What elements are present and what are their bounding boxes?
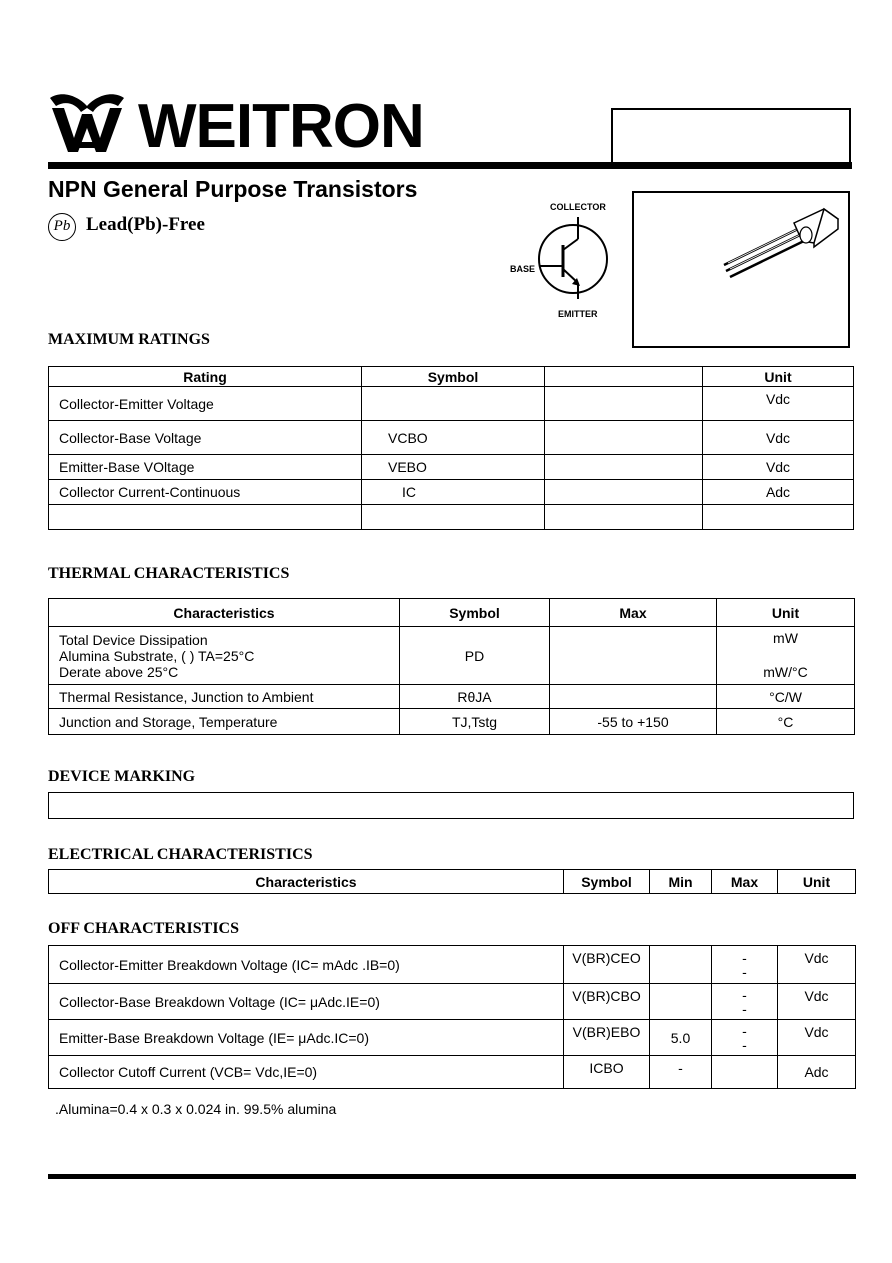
base-label: BASE bbox=[510, 264, 536, 274]
section-maximum-ratings: MAXIMUM RATINGS bbox=[48, 331, 210, 348]
max-ratings-table bbox=[48, 366, 854, 530]
off-characteristics-table bbox=[48, 945, 856, 1089]
document-title: NPN General Purpose Transistors bbox=[48, 176, 418, 202]
to92-package-icon bbox=[634, 193, 848, 346]
electrical-header-table bbox=[48, 869, 856, 894]
thermal-resistance-label: Thermal Resistance, Junction to Ambient bbox=[49, 685, 400, 709]
table-row bbox=[49, 421, 854, 455]
unit-cell: °C/W bbox=[717, 685, 855, 709]
max-cell: - - bbox=[712, 946, 778, 984]
alumina-footnote: .Alumina=0.4 x 0.3 x 0.024 in. 99.5% alumina bbox=[55, 1101, 337, 1117]
characteristic-cell: Emitter-Base Breakdown Voltage (IE= μAdc.IC=0) bbox=[49, 1020, 564, 1056]
brand-name: WEITRON bbox=[138, 92, 424, 161]
header-min: Min bbox=[650, 870, 712, 894]
symbol-cell: VCBO bbox=[362, 421, 545, 455]
symbol-cell: VEBO bbox=[362, 455, 545, 480]
symbol-cell: PD bbox=[400, 627, 550, 685]
header-symbol: Symbol bbox=[362, 367, 545, 387]
header-max: Max bbox=[712, 870, 778, 894]
footer-divider bbox=[48, 1174, 856, 1179]
header-value bbox=[545, 367, 703, 387]
header-unit: Unit bbox=[717, 599, 855, 627]
header-divider bbox=[48, 162, 852, 169]
unit-mw-per-c: mW/°C bbox=[763, 664, 808, 680]
symbol-cell: IC bbox=[362, 480, 545, 505]
min-cell bbox=[650, 946, 712, 984]
max-cell: - - bbox=[712, 1020, 778, 1056]
section-device-marking: DEVICE MARKING bbox=[48, 768, 196, 785]
package-image-box bbox=[632, 191, 850, 348]
rating-cell bbox=[49, 505, 362, 530]
value-cell bbox=[545, 505, 703, 530]
max-cell bbox=[550, 685, 717, 709]
header-symbol: Symbol bbox=[400, 599, 550, 627]
rating-cell: Collector-Base Voltage bbox=[49, 421, 362, 455]
rating-cell: Collector Current-Continuous bbox=[49, 480, 362, 505]
table-header-row bbox=[49, 599, 855, 627]
table-row bbox=[49, 627, 855, 685]
header-max: Max bbox=[550, 599, 717, 627]
symbol-cell: V(BR)CEO bbox=[564, 946, 650, 984]
rating-cell: Emitter-Base VOltage bbox=[49, 455, 362, 480]
table-row bbox=[49, 709, 855, 735]
value-cell bbox=[545, 387, 703, 421]
table-row bbox=[49, 455, 854, 480]
npn-transistor-schematic-icon bbox=[500, 195, 630, 325]
table-row bbox=[49, 1056, 856, 1089]
thermal-table bbox=[48, 598, 855, 735]
unit-cell bbox=[717, 627, 855, 685]
unit-cell: Vdc bbox=[778, 1020, 856, 1056]
table-row bbox=[49, 946, 856, 984]
table-row bbox=[49, 480, 854, 505]
min-cell: - bbox=[650, 1056, 712, 1089]
min-cell: 5.0 bbox=[650, 1020, 712, 1056]
unit-cell: Vdc bbox=[703, 387, 854, 421]
characteristic-cell: Collector-Emitter Breakdown Voltage (IC= mAdc .IB=0) bbox=[49, 946, 564, 984]
weitron-logo-icon bbox=[48, 92, 126, 156]
section-off-characteristics: OFF CHARACTERISTICS bbox=[48, 920, 239, 937]
header-unit: Unit bbox=[778, 870, 856, 894]
symbol-cell: V(BR)EBO bbox=[564, 1020, 650, 1056]
table-row bbox=[49, 387, 854, 421]
max-cell: -55 to +150 bbox=[550, 709, 717, 735]
dissipation-label: Total Device Dissipation bbox=[59, 631, 208, 648]
table-row bbox=[49, 984, 856, 1020]
table-header-row bbox=[49, 870, 856, 894]
header-characteristics: Characteristics bbox=[49, 870, 564, 894]
symbol-cell: V(BR)CBO bbox=[564, 984, 650, 1020]
table-row bbox=[49, 505, 854, 530]
symbol-cell: RθJA bbox=[400, 685, 550, 709]
unit-cell bbox=[703, 505, 854, 530]
emitter-label: EMITTER bbox=[558, 309, 598, 319]
unit-cell: Adc bbox=[703, 480, 854, 505]
max-cell: - - bbox=[712, 984, 778, 1020]
symbol-cell: ICBO bbox=[564, 1056, 650, 1089]
unit-mw: mW bbox=[773, 630, 798, 646]
dissipation-cell bbox=[49, 627, 400, 685]
header-rating: Rating bbox=[49, 367, 362, 387]
unit-cell: Vdc bbox=[778, 984, 856, 1020]
derate-label: Derate above 25°C bbox=[59, 663, 179, 680]
unit-cell: Vdc bbox=[703, 455, 854, 480]
part-number-box bbox=[611, 108, 851, 162]
value-cell bbox=[545, 480, 703, 505]
unit-cell: Adc bbox=[778, 1056, 856, 1089]
table-row bbox=[49, 1020, 856, 1056]
max-cell bbox=[550, 627, 717, 685]
symbol-cell bbox=[362, 387, 545, 421]
alumina-substrate-label: Alumina Substrate, ( ) TA=25°C bbox=[59, 647, 255, 664]
symbol-cell bbox=[362, 505, 545, 530]
header-characteristics: Characteristics bbox=[49, 599, 400, 627]
lead-free-label: Lead(Pb)-Free bbox=[86, 214, 205, 235]
unit-cell: Vdc bbox=[703, 421, 854, 455]
characteristic-cell: Collector-Base Breakdown Voltage (IC= μAdc.IE=0) bbox=[49, 984, 564, 1020]
table-row bbox=[49, 685, 855, 709]
unit-cell: °C bbox=[717, 709, 855, 735]
device-marking-box bbox=[48, 792, 854, 819]
lead-free-badge-icon: Pb bbox=[48, 213, 76, 241]
max-cell bbox=[712, 1056, 778, 1089]
table-header-row bbox=[49, 367, 854, 387]
min-cell bbox=[650, 984, 712, 1020]
section-thermal-characteristics: THERMAL CHARACTERISTICS bbox=[48, 565, 290, 582]
value-cell bbox=[545, 455, 703, 480]
section-electrical-characteristics: ELECTRICAL CHARACTERISTICS bbox=[48, 846, 313, 863]
symbol-cell: TJ,Tstg bbox=[400, 709, 550, 735]
characteristic-cell: Collector Cutoff Current (VCB= Vdc,IE=0) bbox=[49, 1056, 564, 1089]
header-symbol: Symbol bbox=[564, 870, 650, 894]
value-cell bbox=[545, 421, 703, 455]
header-unit: Unit bbox=[703, 367, 854, 387]
rating-cell: Collector-Emitter Voltage bbox=[49, 387, 362, 421]
junction-temp-label: Junction and Storage, Temperature bbox=[49, 709, 400, 735]
unit-cell: Vdc bbox=[778, 946, 856, 984]
collector-label: COLLECTOR bbox=[550, 202, 606, 212]
